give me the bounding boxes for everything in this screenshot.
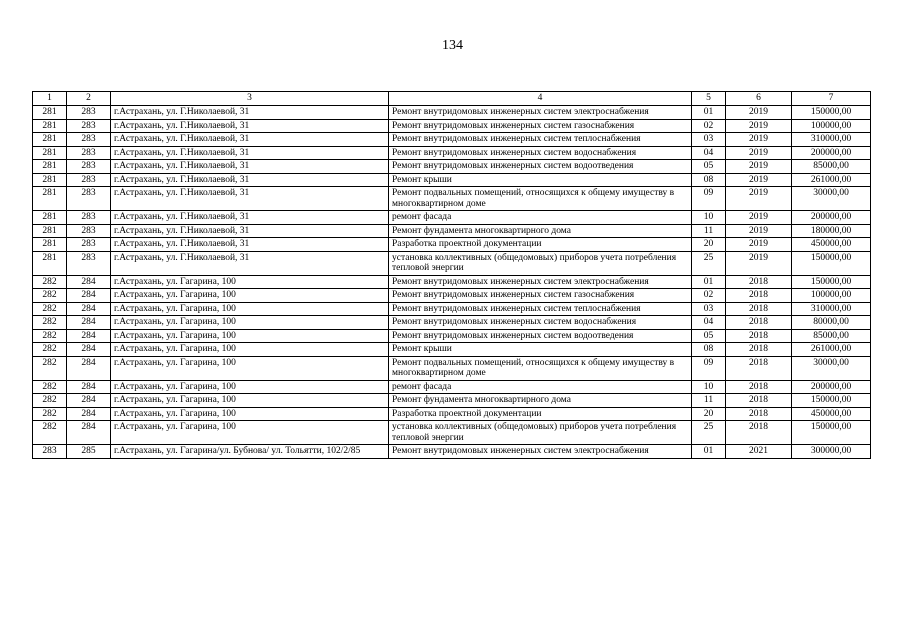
year-cell: 2018 bbox=[726, 380, 792, 394]
house-id-cell: 284 bbox=[67, 329, 111, 343]
address-cell: г.Астрахань, ул. Г.Николаевой, 31 bbox=[111, 224, 389, 238]
column-header: 2 bbox=[67, 92, 111, 106]
address-cell: г.Астрахань, ул. Г.Николаевой, 31 bbox=[111, 211, 389, 225]
address-cell: г.Астрахань, ул. Г.Николаевой, 31 bbox=[111, 251, 389, 275]
row-number-cell: 282 bbox=[33, 356, 67, 380]
work-type-cell: установка коллективных (общедомовых) приборов учета потребления тепловой энергии bbox=[389, 251, 692, 275]
cost-cell: 30000,00 bbox=[792, 356, 871, 380]
house-id-cell: 283 bbox=[67, 238, 111, 252]
work-code-cell: 20 bbox=[692, 238, 726, 252]
work-code-cell: 08 bbox=[692, 343, 726, 357]
work-type-cell: Ремонт подвальных помещений, относящихся к общему имуществу в многоквартирном доме bbox=[389, 356, 692, 380]
address-cell: г.Астрахань, ул. Гагарина, 100 bbox=[111, 394, 389, 408]
work-type-cell: Разработка проектной документации bbox=[389, 407, 692, 421]
cost-cell: 200000,00 bbox=[792, 211, 871, 225]
row-number-cell: 282 bbox=[33, 316, 67, 330]
cost-cell: 450000,00 bbox=[792, 238, 871, 252]
work-code-cell: 01 bbox=[692, 275, 726, 289]
work-code-cell: 04 bbox=[692, 316, 726, 330]
cost-cell: 100000,00 bbox=[792, 119, 871, 133]
work-type-cell: Ремонт подвальных помещений, относящихся к общему имуществу в многоквартирном доме bbox=[389, 187, 692, 211]
table-row bbox=[33, 380, 871, 394]
year-cell: 2018 bbox=[726, 316, 792, 330]
address-cell: г.Астрахань, ул. Г.Николаевой, 31 bbox=[111, 146, 389, 160]
table-row bbox=[33, 106, 871, 120]
house-id-cell: 284 bbox=[67, 407, 111, 421]
cost-cell: 150000,00 bbox=[792, 394, 871, 408]
year-cell: 2019 bbox=[726, 146, 792, 160]
column-header: 1 bbox=[33, 92, 67, 106]
work-type-cell: Разработка проектной документации bbox=[389, 238, 692, 252]
house-id-cell: 284 bbox=[67, 356, 111, 380]
cost-cell: 85000,00 bbox=[792, 160, 871, 174]
cost-cell: 310000,00 bbox=[792, 133, 871, 147]
work-code-cell: 05 bbox=[692, 160, 726, 174]
address-cell: г.Астрахань, ул. Г.Николаевой, 31 bbox=[111, 187, 389, 211]
house-id-cell: 283 bbox=[67, 224, 111, 238]
row-number-cell: 283 bbox=[33, 445, 67, 459]
address-cell: г.Астрахань, ул. Г.Николаевой, 31 bbox=[111, 160, 389, 174]
table-row bbox=[33, 316, 871, 330]
column-header: 3 bbox=[111, 92, 389, 106]
work-type-cell: установка коллективных (общедомовых) приборов учета потребления тепловой энергии bbox=[389, 421, 692, 445]
work-type-cell: Ремонт внутридомовых инженерных систем теплоснабжения bbox=[389, 133, 692, 147]
work-code-cell: 05 bbox=[692, 329, 726, 343]
house-id-cell: 283 bbox=[67, 119, 111, 133]
house-id-cell: 285 bbox=[67, 445, 111, 459]
house-id-cell: 283 bbox=[67, 173, 111, 187]
row-number-cell: 282 bbox=[33, 289, 67, 303]
cost-cell: 30000,00 bbox=[792, 187, 871, 211]
table-row bbox=[33, 407, 871, 421]
year-cell: 2019 bbox=[726, 251, 792, 275]
cost-cell: 80000,00 bbox=[792, 316, 871, 330]
house-id-cell: 284 bbox=[67, 275, 111, 289]
header-row bbox=[33, 92, 871, 106]
page-number: 134 bbox=[442, 38, 463, 53]
table-row bbox=[33, 146, 871, 160]
year-cell: 2018 bbox=[726, 356, 792, 380]
work-code-cell: 10 bbox=[692, 380, 726, 394]
year-cell: 2019 bbox=[726, 160, 792, 174]
work-code-cell: 01 bbox=[692, 106, 726, 120]
cost-cell: 150000,00 bbox=[792, 106, 871, 120]
cost-cell: 200000,00 bbox=[792, 146, 871, 160]
cost-cell: 450000,00 bbox=[792, 407, 871, 421]
cost-cell: 100000,00 bbox=[792, 289, 871, 303]
cost-cell: 261000,00 bbox=[792, 343, 871, 357]
row-number-cell: 281 bbox=[33, 119, 67, 133]
work-type-cell: Ремонт внутридомовых инженерных систем газоснабжения bbox=[389, 119, 692, 133]
cost-cell: 200000,00 bbox=[792, 380, 871, 394]
address-cell: г.Астрахань, ул. Гагарина/ул. Бубнова/ ул. Тольятти, 102/2/85 bbox=[111, 445, 389, 459]
year-cell: 2018 bbox=[726, 394, 792, 408]
work-code-cell: 03 bbox=[692, 133, 726, 147]
table-row bbox=[33, 251, 871, 275]
work-code-cell: 02 bbox=[692, 289, 726, 303]
row-number-cell: 281 bbox=[33, 173, 67, 187]
row-number-cell: 282 bbox=[33, 421, 67, 445]
row-number-cell: 281 bbox=[33, 211, 67, 225]
cost-cell: 310000,00 bbox=[792, 302, 871, 316]
table-row bbox=[33, 160, 871, 174]
row-number-cell: 281 bbox=[33, 187, 67, 211]
table-row bbox=[33, 289, 871, 303]
repair-schedule-table bbox=[32, 91, 871, 459]
year-cell: 2019 bbox=[726, 173, 792, 187]
year-cell: 2018 bbox=[726, 275, 792, 289]
work-code-cell: 25 bbox=[692, 421, 726, 445]
work-type-cell: Ремонт внутридомовых инженерных систем электроснабжения bbox=[389, 445, 692, 459]
year-cell: 2019 bbox=[726, 238, 792, 252]
address-cell: г.Астрахань, ул. Г.Николаевой, 31 bbox=[111, 238, 389, 252]
column-header: 7 bbox=[792, 92, 871, 106]
table-row bbox=[33, 211, 871, 225]
table-row bbox=[33, 187, 871, 211]
year-cell: 2019 bbox=[726, 211, 792, 225]
work-type-cell: Ремонт фундамента многоквартирного дома bbox=[389, 394, 692, 408]
work-code-cell: 11 bbox=[692, 394, 726, 408]
house-id-cell: 284 bbox=[67, 302, 111, 316]
row-number-cell: 282 bbox=[33, 343, 67, 357]
address-cell: г.Астрахань, ул. Г.Николаевой, 31 bbox=[111, 106, 389, 120]
work-code-cell: 04 bbox=[692, 146, 726, 160]
house-id-cell: 283 bbox=[67, 133, 111, 147]
row-number-cell: 282 bbox=[33, 407, 67, 421]
row-number-cell: 281 bbox=[33, 160, 67, 174]
year-cell: 2019 bbox=[726, 224, 792, 238]
table-row bbox=[33, 238, 871, 252]
address-cell: г.Астрахань, ул. Г.Николаевой, 31 bbox=[111, 119, 389, 133]
work-type-cell: Ремонт крыши bbox=[389, 343, 692, 357]
row-number-cell: 281 bbox=[33, 251, 67, 275]
work-type-cell: Ремонт крыши bbox=[389, 173, 692, 187]
table-row bbox=[33, 275, 871, 289]
table-row bbox=[33, 394, 871, 408]
cost-cell: 150000,00 bbox=[792, 275, 871, 289]
address-cell: г.Астрахань, ул. Г.Николаевой, 31 bbox=[111, 133, 389, 147]
work-type-cell: Ремонт внутридомовых инженерных систем водоснабжения bbox=[389, 316, 692, 330]
work-type-cell: Ремонт внутридомовых инженерных систем теплоснабжения bbox=[389, 302, 692, 316]
cost-cell: 150000,00 bbox=[792, 421, 871, 445]
row-number-cell: 281 bbox=[33, 133, 67, 147]
work-code-cell: 09 bbox=[692, 356, 726, 380]
house-id-cell: 284 bbox=[67, 343, 111, 357]
address-cell: г.Астрахань, ул. Гагарина, 100 bbox=[111, 356, 389, 380]
table-row bbox=[33, 445, 871, 459]
house-id-cell: 283 bbox=[67, 106, 111, 120]
year-cell: 2018 bbox=[726, 421, 792, 445]
table-row bbox=[33, 119, 871, 133]
table-row bbox=[33, 133, 871, 147]
work-type-cell: ремонт фасада bbox=[389, 211, 692, 225]
house-id-cell: 283 bbox=[67, 160, 111, 174]
address-cell: г.Астрахань, ул. Гагарина, 100 bbox=[111, 329, 389, 343]
house-id-cell: 283 bbox=[67, 251, 111, 275]
work-code-cell: 10 bbox=[692, 211, 726, 225]
work-type-cell: Ремонт внутридомовых инженерных систем электроснабжения bbox=[389, 275, 692, 289]
house-id-cell: 283 bbox=[67, 187, 111, 211]
work-type-cell: Ремонт фундамента многоквартирного дома bbox=[389, 224, 692, 238]
year-cell: 2019 bbox=[726, 133, 792, 147]
work-type-cell: Ремонт внутридомовых инженерных систем газоснабжения bbox=[389, 289, 692, 303]
house-id-cell: 284 bbox=[67, 421, 111, 445]
row-number-cell: 282 bbox=[33, 329, 67, 343]
table-row bbox=[33, 224, 871, 238]
year-cell: 2019 bbox=[726, 187, 792, 211]
work-type-cell: Ремонт внутридомовых инженерных систем электроснабжения bbox=[389, 106, 692, 120]
cost-cell: 261000,00 bbox=[792, 173, 871, 187]
address-cell: г.Астрахань, ул. Гагарина, 100 bbox=[111, 343, 389, 357]
year-cell: 2021 bbox=[726, 445, 792, 459]
cost-cell: 180000,00 bbox=[792, 224, 871, 238]
work-code-cell: 09 bbox=[692, 187, 726, 211]
work-code-cell: 25 bbox=[692, 251, 726, 275]
work-type-cell: Ремонт внутридомовых инженерных систем водоснабжения bbox=[389, 146, 692, 160]
cost-cell: 85000,00 bbox=[792, 329, 871, 343]
work-code-cell: 08 bbox=[692, 173, 726, 187]
work-code-cell: 11 bbox=[692, 224, 726, 238]
table-row bbox=[33, 329, 871, 343]
work-type-cell: Ремонт внутридомовых инженерных систем водоотведения bbox=[389, 160, 692, 174]
address-cell: г.Астрахань, ул. Гагарина, 100 bbox=[111, 316, 389, 330]
house-id-cell: 284 bbox=[67, 380, 111, 394]
house-id-cell: 284 bbox=[67, 316, 111, 330]
house-id-cell: 283 bbox=[67, 211, 111, 225]
row-number-cell: 282 bbox=[33, 275, 67, 289]
column-header: 6 bbox=[726, 92, 792, 106]
column-header: 4 bbox=[389, 92, 692, 106]
address-cell: г.Астрахань, ул. Гагарина, 100 bbox=[111, 421, 389, 445]
table-row bbox=[33, 173, 871, 187]
cost-cell: 150000,00 bbox=[792, 251, 871, 275]
work-code-cell: 20 bbox=[692, 407, 726, 421]
year-cell: 2018 bbox=[726, 302, 792, 316]
work-code-cell: 02 bbox=[692, 119, 726, 133]
year-cell: 2019 bbox=[726, 119, 792, 133]
work-type-cell: Ремонт внутридомовых инженерных систем водоотведения bbox=[389, 329, 692, 343]
table-row bbox=[33, 356, 871, 380]
column-header: 5 bbox=[692, 92, 726, 106]
table-row bbox=[33, 343, 871, 357]
address-cell: г.Астрахань, ул. Гагарина, 100 bbox=[111, 302, 389, 316]
row-number-cell: 281 bbox=[33, 238, 67, 252]
work-type-cell: ремонт фасада bbox=[389, 380, 692, 394]
year-cell: 2018 bbox=[726, 343, 792, 357]
row-number-cell: 281 bbox=[33, 224, 67, 238]
work-code-cell: 01 bbox=[692, 445, 726, 459]
row-number-cell: 282 bbox=[33, 394, 67, 408]
row-number-cell: 281 bbox=[33, 106, 67, 120]
house-id-cell: 283 bbox=[67, 146, 111, 160]
address-cell: г.Астрахань, ул. Гагарина, 100 bbox=[111, 289, 389, 303]
address-cell: г.Астрахань, ул. Гагарина, 100 bbox=[111, 380, 389, 394]
row-number-cell: 282 bbox=[33, 380, 67, 394]
table-row bbox=[33, 302, 871, 316]
year-cell: 2018 bbox=[726, 289, 792, 303]
address-cell: г.Астрахань, ул. Гагарина, 100 bbox=[111, 275, 389, 289]
house-id-cell: 284 bbox=[67, 289, 111, 303]
address-cell: г.Астрахань, ул. Г.Николаевой, 31 bbox=[111, 173, 389, 187]
row-number-cell: 281 bbox=[33, 146, 67, 160]
row-number-cell: 282 bbox=[33, 302, 67, 316]
year-cell: 2018 bbox=[726, 329, 792, 343]
table-row bbox=[33, 421, 871, 445]
cost-cell: 300000,00 bbox=[792, 445, 871, 459]
work-code-cell: 03 bbox=[692, 302, 726, 316]
house-id-cell: 284 bbox=[67, 394, 111, 408]
year-cell: 2018 bbox=[726, 407, 792, 421]
year-cell: 2019 bbox=[726, 106, 792, 120]
address-cell: г.Астрахань, ул. Гагарина, 100 bbox=[111, 407, 389, 421]
